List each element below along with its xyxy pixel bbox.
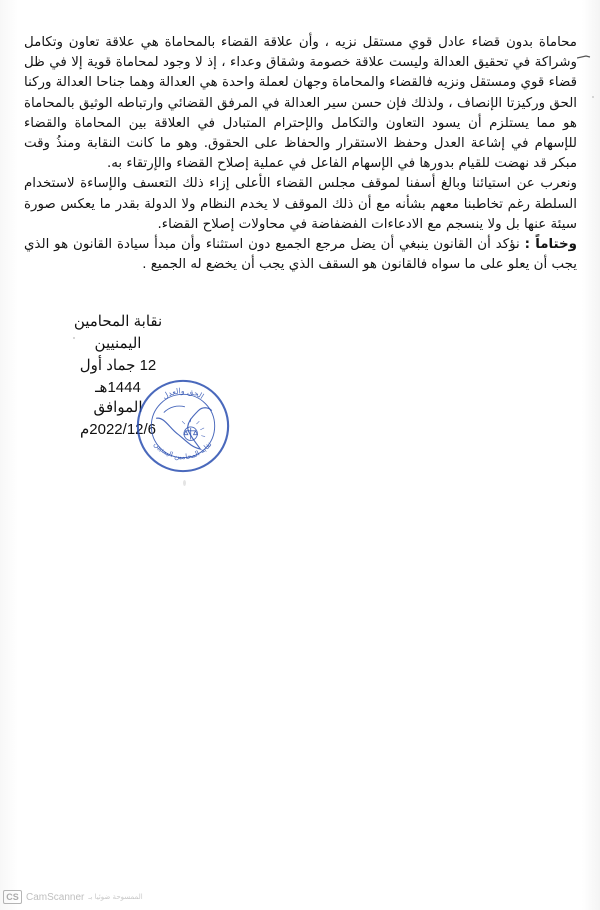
scan-artifact bbox=[577, 54, 591, 60]
conclusion-lead: وختاماً : bbox=[524, 237, 577, 253]
paragraph-relationship: محاماة بدون قضاء عادل قوي مستقل نزيه ، وأن علاقة القضاء بالمحاماة هي علاقة تعاون وتكامل وشراكة في تحقيق العدالة وليست علاقة خصومة وشقاق وعداء ، إذ لا وجود لمحاماة قوية إلا في ظل قضاء قوي ومستقل ونزيه فالقضاء والمحاماة وجهان لعملة واحدة هي العدالة وهما جناحا العدالة وركنا الحق وركيزتا الإنصاف ، ولذلك فإن حسن سير العدالة في المرفق القضائي وارتباطه الوثيق بالمحاماة هو مما يستلزم أن يسود التعاون والتكامل والإحترام المتبادل في العلاقة بين المحاماة والقضاء للإسهام في إشاعة العدل وحفظ الاستقرار والحفاظ على الحقوق. وهو ما كانت النقابة ومنذُ وقت مبكر قد نهضت للقيام بدورها في الإسهام الفاعل في عملية إصلاح القضاء والإرتقاء به. bbox=[24, 35, 577, 172]
gregorian-date: الموافق 2022/12/6م bbox=[79, 399, 157, 438]
stamp-top-text: الحق والعدل bbox=[160, 386, 206, 401]
letter-body bbox=[24, 33, 577, 275]
paragraph-regret: ونعرب عن استيائنا وبالغ أسفنا لموقف مجلس القضاء الأعلى إزاء ذلك التعسف والإساءة لاستخدام السلطة رغم تخاطبنا معهم بشأنه مع أن ذلك الموقف لا يخدم النظام ولا الدولة بقدر ما يعكس صورة سيئة عنها بل ولا ينسجم مع الادعاءات الفضفاضة في محاولات إصلاح القضاء. bbox=[24, 176, 577, 232]
scales-of-justice-icon bbox=[182, 418, 205, 440]
watermark-arabic: الممسوحة ضوئيا بـ bbox=[88, 893, 143, 901]
scan-speck bbox=[73, 337, 75, 339]
svg-text:الحق والعدل bbox=[161, 386, 206, 401]
watermark-name: CamScanner bbox=[26, 891, 85, 903]
paragraph-conclusion bbox=[24, 235, 577, 275]
scan-speck bbox=[592, 96, 594, 98]
union-stamp bbox=[135, 378, 231, 474]
hijri-date: 12 جماد أول 1444هـ bbox=[79, 357, 157, 396]
organization-name: نقابة المحامين اليمنيين bbox=[73, 313, 163, 352]
camscanner-logo-icon: CS bbox=[3, 890, 22, 904]
scan-speck bbox=[183, 480, 186, 486]
conclusion-text: نؤكد أن القانون ينبغي أن يضل مرجع الجميع دون استثناء وأن مبدأ سيادة القانون هو الذي يجب أن يعلو على ما سواه فالقانون هو السقف الذي يجب أن يخضع له الجميع . bbox=[24, 237, 577, 273]
svg-text:نقابة المحامين اليمنيين bbox=[152, 440, 213, 461]
camscanner-watermark bbox=[3, 890, 143, 904]
stamp-bottom-text: نقابة المحامين اليمنيين bbox=[152, 439, 214, 462]
